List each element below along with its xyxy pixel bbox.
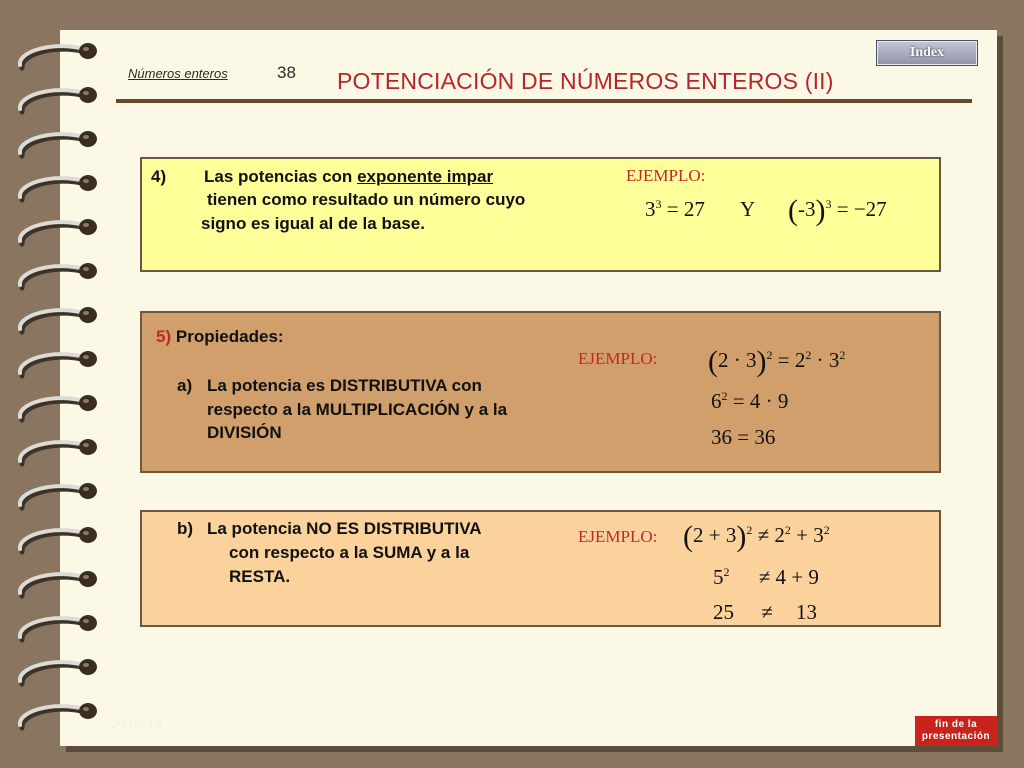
binding-ring xyxy=(20,527,97,552)
example-label: EJEMPLO: xyxy=(578,349,658,368)
property-b-prefix: b) xyxy=(177,519,194,538)
lhs: 6 xyxy=(711,389,722,413)
exponent: 2 xyxy=(823,523,830,537)
index-button[interactable]: Index xyxy=(876,40,978,66)
property-a-line-3: DIVISIÓN xyxy=(207,423,282,442)
connector-y: Y xyxy=(740,197,756,221)
binding-ring xyxy=(20,263,97,288)
rhs-a: = 2 xyxy=(777,348,806,372)
inner: 2 + 3 xyxy=(693,523,737,547)
binding-ring xyxy=(20,659,97,684)
page-number: 38 xyxy=(277,63,296,82)
example-equation-1: $(2 \cdot 3)^2 = 2^2 \cdot 3^2$ xyxy=(708,345,846,378)
exponent: 3 xyxy=(825,197,832,211)
binding-ring xyxy=(20,615,97,640)
exponent: 2 xyxy=(746,523,753,537)
exponent: 2 xyxy=(805,348,812,362)
rhs: 13 xyxy=(796,600,818,624)
property-b-line-1: La potencia NO ES DISTRIBUTIVA xyxy=(207,519,482,538)
exponent: 2 xyxy=(723,565,730,579)
example-equation-2 xyxy=(711,389,788,414)
exponent: 2 xyxy=(784,523,791,537)
binding-ring xyxy=(20,571,97,596)
rule-line-2: tienen como resultado un número cuyo xyxy=(207,190,526,209)
heading-text: Propiedades: xyxy=(175,327,284,346)
breadcrumb-link[interactable]: Números enteros xyxy=(128,66,228,81)
property-b-line-2: con respecto a la SUMA y a la xyxy=(229,543,470,562)
example-formula-positive xyxy=(645,197,705,222)
result: = −27 xyxy=(836,197,887,221)
slide-date: 20.09.18 xyxy=(111,716,162,731)
example-inequality-2 xyxy=(713,565,819,590)
rule-line-1 xyxy=(204,166,493,188)
result: = 27 xyxy=(666,197,705,221)
item-number: 4) xyxy=(151,167,167,186)
binding-ring xyxy=(20,439,97,464)
binding-ring xyxy=(20,703,97,728)
exponent: 3 xyxy=(655,197,662,211)
base: 3 xyxy=(645,197,656,221)
property-a-line-2: respecto a la MULTIPLICACIÓN y a la xyxy=(207,400,508,419)
inner: 2 · 3 xyxy=(718,348,757,372)
rhs: = 4 · 9 xyxy=(732,389,789,413)
binding-ring xyxy=(20,87,97,112)
fin-line-1: fin de la xyxy=(934,719,978,730)
lhs: 5 xyxy=(713,565,724,589)
page-title: POTENCIACIÓN DE NÚMEROS ENTEROS (II) xyxy=(337,68,834,94)
heading-number: 5) xyxy=(156,327,172,346)
example-label: EJEMPLO: xyxy=(578,527,658,546)
property-a-prefix: a) xyxy=(177,376,193,395)
rule-text: Las potencias con xyxy=(204,167,353,186)
example-inequality-3 xyxy=(713,600,817,625)
rhs: ≠ 4 + 9 xyxy=(758,565,819,589)
binding-ring xyxy=(20,219,97,244)
binding-ring xyxy=(20,131,97,156)
properties-heading xyxy=(156,326,284,348)
spiral-binding-icon xyxy=(0,0,120,768)
lhs: 25 xyxy=(713,600,734,624)
rhs-b: + 3 xyxy=(796,523,824,547)
binding-ring xyxy=(20,175,97,200)
exponent: 2 xyxy=(839,348,846,362)
property-a-line-1: La potencia es DISTRIBUTIVA con xyxy=(207,376,482,395)
binding-ring xyxy=(20,307,97,332)
example-inequality-1: $(2 + 3)^2 \ne 2^2 + 3^2$ xyxy=(683,520,830,553)
binding-ring xyxy=(20,483,97,508)
binding-ring xyxy=(20,351,97,376)
title-divider xyxy=(116,99,972,103)
property-b-line-3: RESTA. xyxy=(229,567,291,586)
rhs-b: · 3 xyxy=(816,348,840,372)
example-label: EJEMPLO: xyxy=(626,166,706,185)
op: ≠ xyxy=(761,600,773,624)
fin-line-2: presentación xyxy=(921,731,991,742)
rule-line-3: signo es igual al de la base. xyxy=(201,214,425,233)
exponent: 2 xyxy=(766,348,773,362)
rule-keyword: exponente impar xyxy=(357,167,494,186)
base: -3 xyxy=(798,197,816,221)
rhs-a: ≠ 2 xyxy=(757,523,785,547)
end-presentation-button[interactable] xyxy=(915,716,997,746)
example-equation-3: 36 = 36 xyxy=(711,425,776,449)
exponent: 2 xyxy=(721,389,728,403)
example-formula-negative: $(-3)^3 = -27$ xyxy=(788,194,887,227)
binding-ring xyxy=(20,43,97,68)
binding-ring xyxy=(20,395,97,420)
